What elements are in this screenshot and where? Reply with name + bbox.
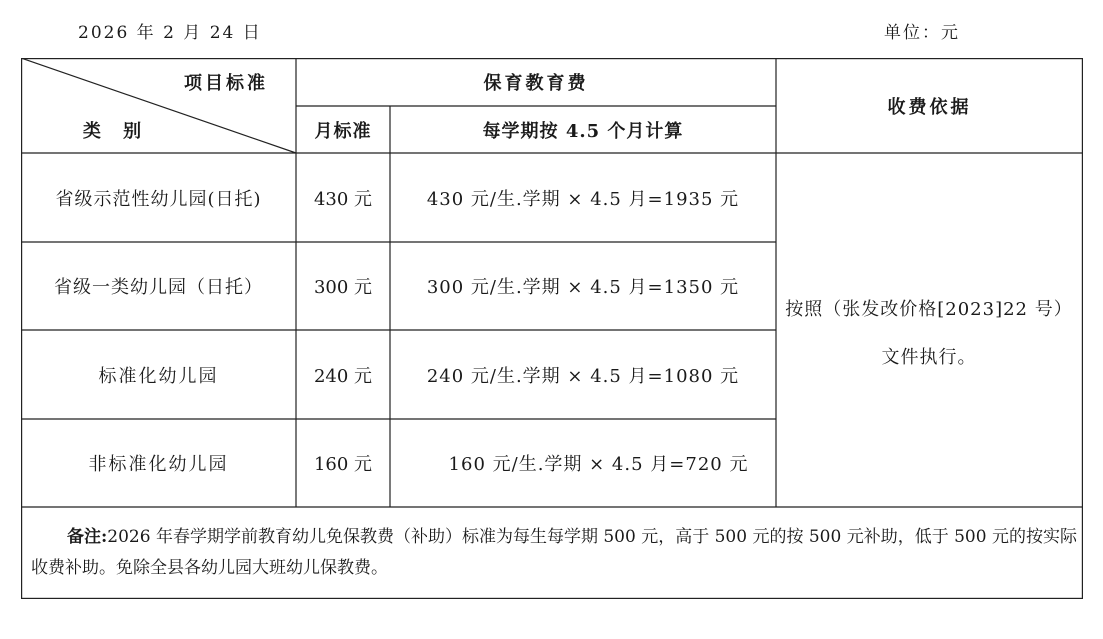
table-row-semester: 430 元/生.学期 × 4.5 月=1935 元 (426, 188, 740, 210)
corner-header-top: 项目标准 (184, 73, 268, 94)
semester-calc-header: 每学期按 4.5 个月计算 (482, 120, 684, 142)
basis-header: 收费依据 (887, 96, 972, 118)
table-row-semester: 160 元/生.学期 × 4.5 月=720 元 (448, 454, 749, 475)
unit-label: 单位：元 (884, 23, 960, 43)
table-row-semester: 300 元/生.学期 × 4.5 月=1350 元 (426, 277, 740, 298)
corner-header-bottom: 类 别 (82, 121, 150, 142)
table-row-monthly: 240 元 (313, 365, 373, 387)
remarks-text: 2026 年春学期学前教育幼儿免保教费（补助）标准为每生每学期 500 元，高于 500 元的按 500 元补助，低于 500 元的按实际收费补助。免除全县各幼儿园大班幼儿保教费。 (31, 527, 1077, 578)
fee-basis-line-2: 文件执行。 (881, 347, 977, 368)
fee-basis-text (776, 286, 1082, 382)
table-row-category: 省级示范性幼儿园(日托) (55, 188, 262, 210)
remarks-note (31, 522, 1077, 584)
fee-table (21, 58, 1083, 599)
table-row-monthly: 430 元 (313, 188, 373, 210)
table-row-category: 非标准化幼儿园 (88, 454, 229, 475)
table-row-semester: 240 元/生.学期 × 4.5 月=1080 元 (426, 365, 740, 387)
date-label: 2026 年 2 月 24 日 (78, 23, 262, 43)
fee-basis-line-1: 按照（张发改价格[2023]22 号） (785, 299, 1073, 320)
monthly-standard-header: 月标准 (314, 120, 372, 142)
table-row-monthly: 300 元 (313, 277, 373, 298)
table-row-category: 标准化幼儿园 (98, 365, 219, 387)
fee-group-header: 保育教育费 (483, 73, 589, 94)
table-row-category: 省级一类幼儿园（日托） (54, 277, 263, 298)
table-row-monthly: 160 元 (313, 454, 373, 475)
remarks-label: 备注: (67, 527, 108, 547)
